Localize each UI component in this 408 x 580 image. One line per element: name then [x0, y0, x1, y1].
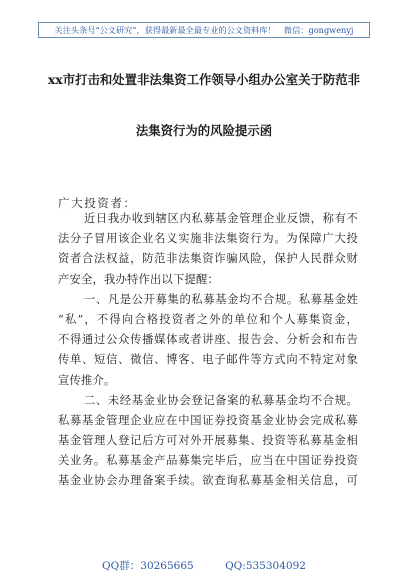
footer-qq-contact: QQ:535304092 — [225, 560, 306, 572]
paragraph-line: 私募基金管理企业应在中国证券投资基金业协会完成私募 — [58, 413, 358, 427]
paragraph-line: 产安全，我办特作出以下提醒： — [58, 272, 219, 286]
paragraph-line: 近日我办收到辖区内私募基金管理企业反馈，称有不 — [84, 212, 358, 225]
document-title-line-2: 法集资行为的风险提示函 — [135, 123, 273, 138]
body-text — [58, 209, 358, 492]
paragraph-line: 传单、短信、微信、博客、电子邮件等方式向不特定对象 — [58, 353, 358, 367]
footer-qq-group: QQ群：30265665 — [102, 560, 194, 572]
paragraph-line: 法分子冒用该企业名义实施非法集资行为。为保障广大投 — [58, 232, 358, 246]
paragraph-line: 资者合法权益，防范非法集资诈骗风险，保护人民群众财 — [58, 252, 358, 266]
paragraph-line: 宣传推介。 — [58, 373, 116, 387]
document-title-line-1: xx市打击和处置非法集资工作领导小组办公室关于防范非 — [47, 72, 361, 87]
header-banner: 关注头条号“公文研究”，获得最新最全最专业的公文资料库！ 微信：gongwenyj — [38, 22, 370, 38]
paragraph-line: 二、未经基金业协会登记备案的私募基金均不合规。 — [84, 393, 358, 407]
paragraph-line: 一、凡是公开募集的私募基金均不合规。私募基金姓 — [84, 292, 358, 306]
salutation: 广大投资者： — [58, 196, 137, 210]
paragraph-line: “私”，不得向合格投资者之外的单位和个人募集资金， — [58, 312, 358, 326]
footer — [0, 558, 408, 573]
paragraph-line: 基金管理人登记后方可对外开展募集、投资等私募基金相 — [58, 434, 358, 448]
paragraph-line: 不得通过公众传播媒体或者讲座、报告会、分析会和布告 — [58, 333, 358, 347]
paragraph-line: 关业务。私募基金产品募集完毕后，应当在中国证券投资 — [58, 454, 358, 468]
paragraph-line: 基金业协会办理备案手续。欲查询私募基金相关信息，可 — [58, 474, 358, 488]
